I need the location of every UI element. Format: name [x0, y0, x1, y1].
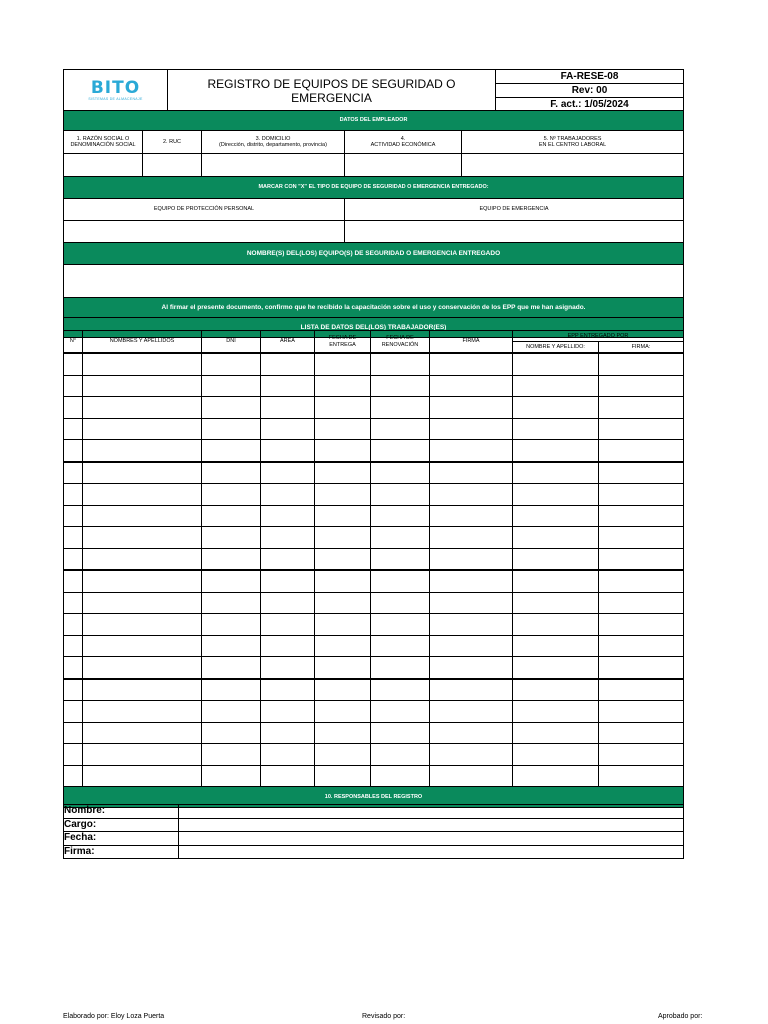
actividad-number: 4. [400, 135, 406, 142]
table-cell[interactable] [430, 744, 513, 766]
table-cell[interactable] [315, 744, 371, 766]
table-cell[interactable] [513, 353, 599, 375]
table-cell[interactable] [599, 548, 684, 570]
table-cell[interactable] [599, 484, 684, 506]
table-cell[interactable] [430, 765, 513, 787]
table-cell[interactable] [430, 635, 513, 657]
table-cell[interactable] [371, 657, 430, 679]
table-cell[interactable] [261, 484, 315, 506]
table-cell[interactable] [83, 353, 202, 375]
table-cell[interactable] [371, 505, 430, 527]
table-cell[interactable] [599, 440, 684, 462]
input-ruc[interactable] [143, 154, 202, 177]
footer-aprobado: Aprobado por: [658, 1013, 703, 1020]
table-cell[interactable] [202, 657, 261, 679]
document-title: REGISTRO DE EQUIPOS DE SEGURIDAD O EMERGENCIA [168, 70, 496, 112]
table-cell[interactable] [599, 397, 684, 419]
col-area: ÁREA [261, 331, 315, 354]
section-employer-title: DATOS DEL EMPLEADOR [64, 111, 684, 131]
table-cell[interactable] [83, 527, 202, 549]
table-cell[interactable] [64, 635, 83, 657]
table-row [64, 679, 684, 701]
table-cell[interactable] [513, 484, 599, 506]
responsables-table [63, 804, 684, 859]
table-cell[interactable] [64, 484, 83, 506]
table-row [64, 353, 684, 375]
table-cell[interactable] [599, 722, 684, 744]
input-trabajadores[interactable] [462, 154, 684, 177]
table-cell[interactable] [371, 527, 430, 549]
table-cell[interactable] [202, 527, 261, 549]
header-table [63, 69, 684, 112]
table-cell[interactable] [371, 462, 430, 484]
table-cell[interactable] [599, 635, 684, 657]
input-fecha[interactable] [179, 832, 684, 846]
table-cell[interactable] [371, 635, 430, 657]
table-cell[interactable] [513, 548, 599, 570]
table-cell[interactable] [202, 592, 261, 614]
table-cell[interactable] [202, 765, 261, 787]
table-row [64, 722, 684, 744]
table-cell[interactable] [599, 679, 684, 701]
table-cell[interactable] [64, 765, 83, 787]
input-razon-social[interactable] [64, 154, 143, 177]
table-cell[interactable] [202, 418, 261, 440]
table-cell[interactable] [371, 484, 430, 506]
table-cell[interactable] [64, 418, 83, 440]
input-domicilio[interactable] [202, 154, 345, 177]
table-cell[interactable] [315, 635, 371, 657]
table-cell[interactable] [315, 548, 371, 570]
table-cell[interactable] [315, 353, 371, 375]
table-cell[interactable] [261, 462, 315, 484]
col-ruc: 2. RUC [143, 131, 202, 154]
table-cell[interactable] [430, 397, 513, 419]
table-cell[interactable] [513, 570, 599, 592]
table-cell[interactable] [371, 722, 430, 744]
table-cell[interactable] [83, 744, 202, 766]
table-cell[interactable] [430, 548, 513, 570]
table-cell[interactable] [202, 614, 261, 636]
table-cell[interactable] [261, 765, 315, 787]
table-cell[interactable] [599, 744, 684, 766]
table-cell[interactable] [64, 701, 83, 723]
table-cell[interactable] [202, 679, 261, 701]
table-row [64, 701, 684, 723]
table-cell[interactable] [83, 462, 202, 484]
section-workers-title: LISTA DE DATOS DEL(LOS) TRABAJADOR(ES) [64, 318, 684, 338]
section-responsables-title: 10. RESPONSABLES DEL REGISTRO [64, 787, 684, 808]
table-cell[interactable] [202, 440, 261, 462]
mark-emergencia-cell[interactable] [345, 221, 684, 243]
table-cell[interactable] [315, 765, 371, 787]
table-cell[interactable] [202, 635, 261, 657]
table-cell[interactable] [83, 765, 202, 787]
table-cell[interactable] [261, 701, 315, 723]
table-cell[interactable] [513, 462, 599, 484]
table-cell[interactable] [83, 397, 202, 419]
table-cell[interactable] [64, 462, 83, 484]
table-cell[interactable] [261, 570, 315, 592]
table-cell[interactable] [599, 375, 684, 397]
table-cell[interactable] [371, 353, 430, 375]
table-cell[interactable] [261, 657, 315, 679]
table-cell[interactable] [315, 679, 371, 701]
logo-text: BITO [90, 78, 141, 98]
col-dni: DNI [202, 331, 261, 354]
table-cell[interactable] [64, 722, 83, 744]
table-cell[interactable] [261, 722, 315, 744]
table-cell[interactable] [261, 527, 315, 549]
table-row [64, 462, 684, 484]
table-cell[interactable] [599, 614, 684, 636]
table-cell[interactable] [430, 657, 513, 679]
fecha-renovacion-line1: FECHA DE [386, 335, 414, 341]
table-cell[interactable] [430, 440, 513, 462]
table-cell[interactable] [83, 418, 202, 440]
table-cell[interactable] [261, 440, 315, 462]
table-row [64, 765, 684, 787]
table-cell[interactable] [430, 462, 513, 484]
table-cell[interactable] [64, 375, 83, 397]
col-fecha-renovacion [371, 331, 430, 354]
table-cell[interactable] [202, 505, 261, 527]
logo-cell [64, 70, 168, 112]
confirmation-text: Al firmar el presente documento, confirmo que he recibido la capacitación sobre el uso y conservación de los EPP que me han asignado. [64, 298, 684, 318]
table-cell[interactable] [513, 375, 599, 397]
domicilio-note: (Dirección, distrito, departamento, provincia) [219, 142, 327, 148]
table-cell[interactable] [371, 418, 430, 440]
table-cell[interactable] [513, 635, 599, 657]
table-row [64, 744, 684, 766]
table-cell[interactable] [513, 418, 599, 440]
table-cell[interactable] [64, 505, 83, 527]
table-cell[interactable] [599, 462, 684, 484]
table-cell[interactable] [371, 548, 430, 570]
domicilio-label: 3. DOMICILIO [255, 135, 291, 142]
table-cell[interactable] [64, 353, 83, 375]
table-cell[interactable] [261, 375, 315, 397]
table-cell[interactable] [64, 744, 83, 766]
table-row [64, 635, 684, 657]
table-cell[interactable] [315, 701, 371, 723]
table-cell[interactable] [513, 744, 599, 766]
logo-subtext: SISTEMAS DE ALMACENAJE [88, 97, 143, 101]
table-cell[interactable] [599, 592, 684, 614]
table-row [64, 570, 684, 592]
table-cell[interactable] [202, 462, 261, 484]
table-cell[interactable] [599, 353, 684, 375]
table-cell[interactable] [315, 484, 371, 506]
employer-table [63, 110, 684, 338]
table-cell[interactable] [430, 701, 513, 723]
table-cell[interactable] [64, 679, 83, 701]
table-cell[interactable] [513, 701, 599, 723]
table-cell[interactable] [261, 353, 315, 375]
col-epp-nombre: NOMBRE Y APELLIDO: [513, 342, 599, 354]
table-cell[interactable] [430, 592, 513, 614]
table-cell[interactable] [513, 592, 599, 614]
table-cell[interactable] [315, 570, 371, 592]
col-epp-firma: FIRMA: [599, 342, 684, 354]
table-cell[interactable] [261, 418, 315, 440]
table-cell[interactable] [83, 505, 202, 527]
table-cell[interactable] [430, 614, 513, 636]
table-cell[interactable] [315, 418, 371, 440]
label-nombre: Nombre: [64, 805, 179, 819]
table-cell[interactable] [261, 397, 315, 419]
table-cell[interactable] [202, 353, 261, 375]
table-row [64, 527, 684, 549]
table-cell[interactable] [599, 527, 684, 549]
table-cell[interactable] [202, 397, 261, 419]
table-cell[interactable] [64, 397, 83, 419]
table-cell[interactable] [83, 657, 202, 679]
table-cell[interactable] [261, 592, 315, 614]
table-cell[interactable] [371, 570, 430, 592]
table-cell[interactable] [599, 765, 684, 787]
input-cargo[interactable] [179, 818, 684, 832]
col-domicilio [202, 131, 345, 154]
table-cell[interactable] [261, 679, 315, 701]
table-cell[interactable] [64, 614, 83, 636]
document-revision: Rev: 00 [496, 84, 684, 98]
table-cell[interactable] [64, 440, 83, 462]
equipment-names-field[interactable] [64, 265, 684, 298]
table-row [64, 505, 684, 527]
table-cell[interactable] [202, 375, 261, 397]
input-nombre[interactable] [179, 805, 684, 819]
table-cell[interactable] [371, 765, 430, 787]
col-actividad [345, 131, 462, 154]
table-cell[interactable] [83, 701, 202, 723]
table-cell[interactable] [202, 484, 261, 506]
table-cell[interactable] [315, 614, 371, 636]
table-cell[interactable] [513, 527, 599, 549]
table-cell[interactable] [599, 701, 684, 723]
table-row [64, 440, 684, 462]
fecha-entrega-line2: ENTREGA [329, 341, 356, 348]
table-cell[interactable] [83, 722, 202, 744]
label-cargo: Cargo: [64, 818, 179, 832]
trabajadores-label: 5. Nº TRABAJADORES [543, 135, 602, 142]
table-row [64, 375, 684, 397]
col-trabajadores [462, 131, 684, 154]
table-cell[interactable] [261, 635, 315, 657]
table-cell[interactable] [513, 397, 599, 419]
table-cell[interactable] [371, 701, 430, 723]
table-cell[interactable] [83, 592, 202, 614]
table-cell[interactable] [315, 527, 371, 549]
table-cell[interactable] [202, 548, 261, 570]
table-cell[interactable] [513, 614, 599, 636]
workers-table [63, 330, 684, 808]
table-cell[interactable] [513, 722, 599, 744]
bito-logo [64, 80, 167, 101]
table-cell[interactable] [64, 570, 83, 592]
table-cell[interactable] [64, 657, 83, 679]
table-cell[interactable] [83, 484, 202, 506]
table-cell[interactable] [430, 418, 513, 440]
table-cell[interactable] [371, 375, 430, 397]
table-cell[interactable] [202, 570, 261, 592]
col-n: N° [64, 331, 83, 354]
table-cell[interactable] [430, 505, 513, 527]
table-cell[interactable] [371, 614, 430, 636]
table-cell[interactable] [315, 505, 371, 527]
table-cell[interactable] [371, 397, 430, 419]
table-cell[interactable] [83, 375, 202, 397]
table-cell[interactable] [202, 744, 261, 766]
table-row [64, 548, 684, 570]
table-cell[interactable] [202, 722, 261, 744]
col-epp-entregado: EPP ENTREGADO POR [513, 331, 684, 342]
table-cell[interactable] [261, 614, 315, 636]
table-cell[interactable] [83, 614, 202, 636]
footer-revisado: Revisado por: [362, 1013, 406, 1020]
table-cell[interactable] [64, 592, 83, 614]
table-cell[interactable] [315, 592, 371, 614]
mark-epp-cell[interactable] [64, 221, 345, 243]
table-cell[interactable] [64, 548, 83, 570]
table-cell[interactable] [513, 440, 599, 462]
table-cell[interactable] [261, 505, 315, 527]
trabajadores-note: EN EL CENTRO LABORAL [538, 142, 607, 148]
table-cell[interactable] [430, 570, 513, 592]
input-firma[interactable] [179, 845, 684, 859]
document-code: FA-RESE-08 [496, 70, 684, 84]
table-cell[interactable] [430, 375, 513, 397]
table-cell[interactable] [371, 592, 430, 614]
footer-elaborado: Elaborado por: Eloy Loza Puerta [63, 1013, 165, 1020]
table-cell[interactable] [430, 722, 513, 744]
label-firma: Firma: [64, 845, 179, 859]
table-cell[interactable] [513, 765, 599, 787]
table-row [64, 397, 684, 419]
workers-rows [64, 353, 684, 787]
table-cell[interactable] [599, 570, 684, 592]
table-cell[interactable] [202, 701, 261, 723]
table-cell[interactable] [599, 505, 684, 527]
label-fecha: Fecha: [64, 832, 179, 846]
table-cell[interactable] [315, 375, 371, 397]
table-cell[interactable] [371, 744, 430, 766]
table-cell[interactable] [83, 635, 202, 657]
col-nombres: NOMBRES Y APELLIDOS [83, 331, 202, 354]
col-fecha-entrega [315, 331, 371, 354]
table-cell[interactable] [315, 397, 371, 419]
table-cell[interactable] [599, 418, 684, 440]
table-cell[interactable] [64, 527, 83, 549]
table-cell[interactable] [371, 679, 430, 701]
table-cell[interactable] [83, 570, 202, 592]
table-cell[interactable] [371, 440, 430, 462]
input-actividad[interactable] [345, 154, 462, 177]
fecha-renovacion-line2: RENOVACIÓN [381, 341, 419, 348]
section-type-title: MARCAR CON "X" EL TIPO DE EQUIPO DE SEGURIDAD O EMERGENCIA ENTREGADO: [64, 177, 684, 199]
table-row [64, 418, 684, 440]
actividad-label: ACTIVIDAD ECONÓMICA [370, 142, 436, 148]
table-row [64, 592, 684, 614]
option-emergencia: EQUIPO DE EMERGENCIA [345, 199, 684, 221]
table-cell[interactable] [315, 657, 371, 679]
col-razon-social: 1. RAZÓN SOCIAL O DENOMINACIÓN SOCIAL [64, 131, 143, 154]
table-cell[interactable] [261, 548, 315, 570]
document-update-date: F. act.: 1/05/2024 [496, 98, 684, 112]
fecha-entrega-line1: FECHA DE [328, 335, 357, 341]
table-cell[interactable] [261, 744, 315, 766]
table-cell[interactable] [430, 679, 513, 701]
table-cell[interactable] [430, 484, 513, 506]
table-cell[interactable] [513, 679, 599, 701]
table-row [64, 614, 684, 636]
option-epp: EQUIPO DE PROTECCIÓN PERSONAL [64, 199, 345, 221]
table-row [64, 657, 684, 679]
table-cell[interactable] [513, 657, 599, 679]
table-cell[interactable] [430, 353, 513, 375]
table-cell[interactable] [430, 527, 513, 549]
table-cell[interactable] [315, 440, 371, 462]
table-cell[interactable] [83, 679, 202, 701]
table-cell[interactable] [315, 722, 371, 744]
table-cell[interactable] [599, 657, 684, 679]
col-firma: FIRMA [430, 331, 513, 354]
table-cell[interactable] [83, 440, 202, 462]
table-row [64, 484, 684, 506]
table-cell[interactable] [315, 462, 371, 484]
table-cell[interactable] [83, 548, 202, 570]
table-cell[interactable] [513, 505, 599, 527]
section-equipment-names-title: NOMBRE(S) DEL(LOS) EQUIPO(S) DE SEGURIDAD O EMERGENCIA ENTREGADO [64, 243, 684, 265]
